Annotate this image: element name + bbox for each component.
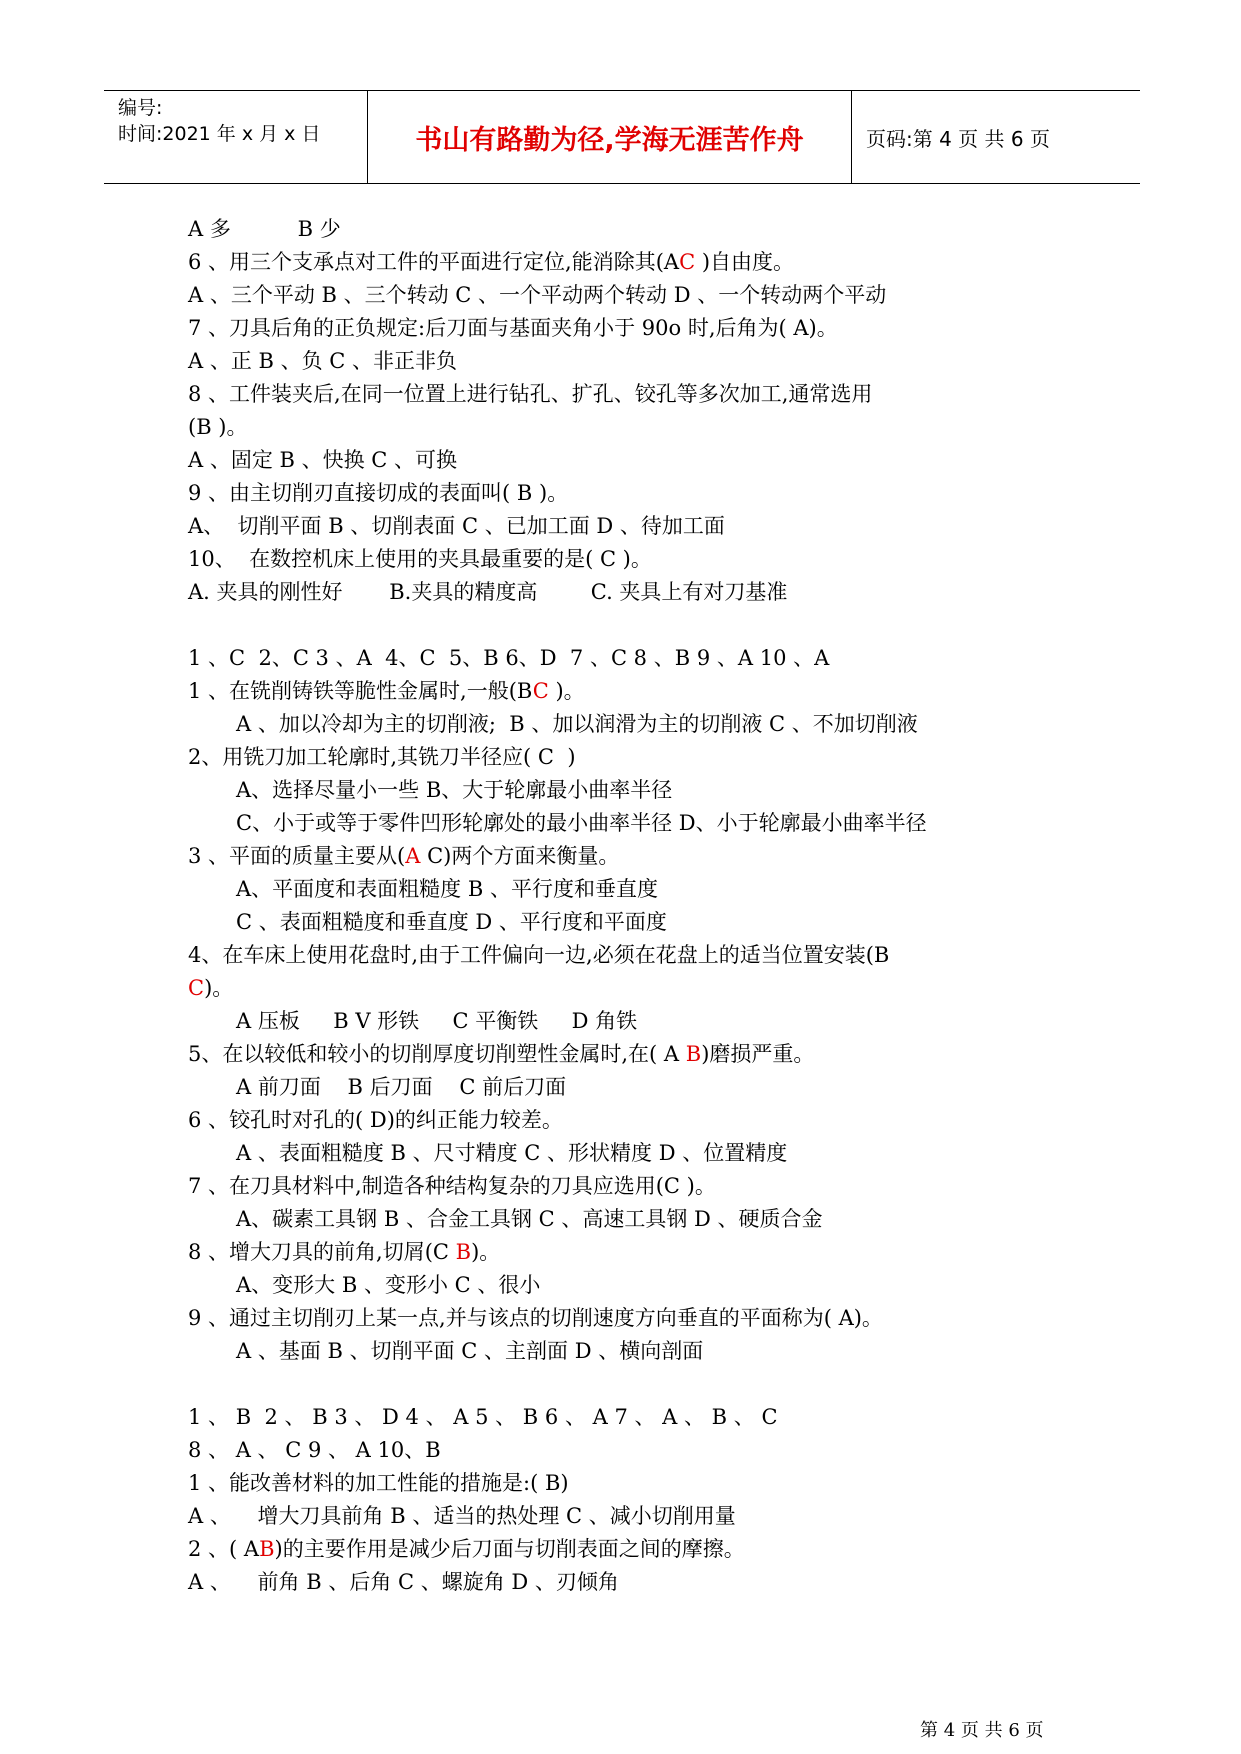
line-text: )磨损严重。 bbox=[701, 1042, 815, 1066]
line-text: )自由度。 bbox=[695, 250, 795, 274]
text-line bbox=[188, 939, 1088, 972]
text-line bbox=[188, 1236, 1088, 1269]
text-line bbox=[188, 972, 1088, 1005]
header-middle-cell bbox=[368, 91, 852, 183]
text-line bbox=[188, 1005, 1088, 1038]
line-text: A、 切削平面 B 、切削表面 C 、已加工面 D 、待加工面 bbox=[188, 514, 725, 538]
line-text: 5、在以较低和较小的切削厚度切削塑性金属时,在( A bbox=[188, 1042, 686, 1066]
text-line bbox=[188, 477, 1088, 510]
text-line bbox=[188, 1170, 1088, 1203]
line-text: 1 、C 2、C 3 、A 4、C 5、B 6、D 7 、C 8 、B 9 、A 10 、A bbox=[188, 646, 830, 670]
text-line bbox=[188, 213, 1088, 246]
text-line bbox=[188, 444, 1088, 477]
text-line bbox=[188, 1533, 1088, 1566]
text-line bbox=[188, 642, 1088, 675]
text-line bbox=[188, 708, 1088, 741]
line-text: A 、三个平动 B 、三个转动 C 、一个平动两个转动 D 、一个转动两个平动 bbox=[188, 283, 887, 307]
text-line bbox=[188, 1434, 1088, 1467]
line-text: A、碳素工具钢 B 、合金工具钢 C 、高速工具钢 D 、硬质合金 bbox=[236, 1207, 823, 1231]
line-text: 1 、能改善材料的加工性能的措施是:( B) bbox=[188, 1471, 569, 1495]
line-text: 2 、( A bbox=[188, 1537, 260, 1561]
page-footer: 第 4 页 共 6 页 bbox=[920, 1720, 1044, 1741]
text-line bbox=[188, 312, 1088, 345]
line-text: 7 、在刀具材料中,制造各种结构复杂的刀具应选用(C )。 bbox=[188, 1174, 716, 1198]
line-text: C、小于或等于零件凹形轮廓处的最小曲率半径 D、小于轮廓最小曲率半径 bbox=[236, 811, 927, 835]
answer-highlight: C bbox=[679, 250, 696, 274]
line-text: A、变形大 B 、变形小 C 、很小 bbox=[236, 1273, 541, 1297]
text-line bbox=[188, 1203, 1088, 1236]
line-text: A、平面度和表面粗糙度 B 、平行度和垂直度 bbox=[236, 877, 658, 901]
text-line bbox=[188, 1038, 1088, 1071]
line-text: 1 、 B 2 、 B 3 、 D 4 、 A 5 、 B 6 、 A 7 、 A 、 B 、 C bbox=[188, 1405, 778, 1429]
text-line bbox=[188, 345, 1088, 378]
line-text: A 、基面 B 、切削平面 C 、主剖面 D 、横向剖面 bbox=[236, 1339, 704, 1363]
text-line bbox=[188, 1302, 1088, 1335]
line-text: (B )。 bbox=[188, 415, 248, 439]
answer-highlight: B bbox=[685, 1042, 702, 1066]
header-left-cell bbox=[104, 91, 368, 183]
line-text: 1 、在铣削铸铁等脆性金属时,一般(B bbox=[188, 679, 533, 703]
line-text: 10、 在数控机床上使用的夹具最重要的是( C )。 bbox=[188, 547, 652, 571]
line-text: C)两个方面来衡量。 bbox=[420, 844, 620, 868]
answer-highlight: B bbox=[259, 1537, 275, 1561]
text-line bbox=[188, 807, 1088, 840]
line-text: A 、 增大刀具前角 B 、适当的热处理 C 、减小切削用量 bbox=[188, 1504, 736, 1528]
line-text: )。 bbox=[204, 976, 234, 1000]
text-line bbox=[188, 774, 1088, 807]
text-line bbox=[188, 1467, 1088, 1500]
text-line bbox=[188, 675, 1088, 708]
page-number-label: 页码:第 4 页 共 6 页 bbox=[866, 126, 1050, 151]
blank-line bbox=[188, 1368, 1088, 1401]
line-text: )。 bbox=[471, 1240, 501, 1264]
line-text: 6 、用三个支承点对工件的平面进行定位,能消除其(A bbox=[188, 250, 680, 274]
text-line bbox=[188, 1071, 1088, 1104]
line-text: A 压板 B V 形铁 C 平衡铁 D 角铁 bbox=[236, 1009, 638, 1033]
line-text: 3 、平面的质量主要从( bbox=[188, 844, 406, 868]
header-right-cell bbox=[852, 91, 1140, 183]
line-text: 7 、刀具后角的正负规定:后刀面与基面夹角小于 90o 时,后角为( A)。 bbox=[188, 316, 838, 340]
text-line bbox=[188, 1566, 1088, 1599]
answer-highlight: C bbox=[532, 679, 549, 703]
document-body bbox=[188, 213, 1088, 1599]
text-line bbox=[188, 246, 1088, 279]
line-text: A 、表面粗糙度 B 、尺寸精度 C 、形状精度 D 、位置精度 bbox=[236, 1141, 788, 1165]
text-line bbox=[188, 1401, 1088, 1434]
line-text: 2、用铣刀加工轮廓时,其铣刀半径应( C ) bbox=[188, 745, 576, 769]
line-text: 8 、 A 、 C 9 、 A 10、B bbox=[188, 1438, 441, 1462]
line-text: 8 、增大刀具的前角,切屑(C bbox=[188, 1240, 456, 1264]
text-line bbox=[188, 510, 1088, 543]
line-text: A 、正 B 、负 C 、非正非负 bbox=[188, 349, 458, 373]
answer-highlight: C bbox=[188, 976, 205, 1000]
line-text: )。 bbox=[548, 679, 585, 703]
text-line bbox=[188, 576, 1088, 609]
serial-number-label: 编号: bbox=[118, 97, 163, 119]
line-text: C 、表面粗糙度和垂直度 D 、平行度和平面度 bbox=[236, 910, 667, 934]
blank-line bbox=[188, 609, 1088, 642]
text-line bbox=[188, 543, 1088, 576]
text-line bbox=[188, 279, 1088, 312]
motto-text: 书山有路勤为径,学海无涯苦作舟 bbox=[415, 124, 804, 156]
line-text: A 多 B 少 bbox=[188, 217, 341, 241]
line-text: 9 、由主切削刃直接切成的表面叫( B )。 bbox=[188, 481, 569, 505]
answer-highlight: B bbox=[455, 1240, 472, 1264]
line-text: A. 夹具的刚性好 B.夹具的精度高 C. 夹具上有对刀基准 bbox=[188, 580, 788, 604]
text-line bbox=[188, 1137, 1088, 1170]
line-text: A 前刀面 B 后刀面 C 前后刀面 bbox=[236, 1075, 567, 1099]
text-line bbox=[188, 873, 1088, 906]
line-text: A、选择尽量小一些 B、大于轮廓最小曲率半径 bbox=[236, 778, 673, 802]
text-line bbox=[188, 906, 1088, 939]
text-line bbox=[188, 1269, 1088, 1302]
line-text: )的主要作用是减少后刀面与切削表面之间的摩擦。 bbox=[274, 1537, 745, 1561]
text-line bbox=[188, 1335, 1088, 1368]
text-line bbox=[188, 411, 1088, 444]
text-line bbox=[188, 1500, 1088, 1533]
line-text: A 、 前角 B 、后角 C 、螺旋角 D 、刃倾角 bbox=[188, 1570, 619, 1594]
text-line bbox=[188, 741, 1088, 774]
line-text: A 、固定 B 、快换 C 、可换 bbox=[188, 448, 458, 472]
line-text: A 、加以冷却为主的切削液; B 、加以润滑为主的切削液 C 、不加切削液 bbox=[236, 712, 918, 736]
date-label: 时间:2021 年 x 月 x 日 bbox=[118, 123, 321, 145]
line-text: 6 、铰孔时对孔的( D)的纠正能力较差。 bbox=[188, 1108, 563, 1132]
page-header bbox=[104, 90, 1140, 184]
line-text: 8 、工件装夹后,在同一位置上进行钻孔、扩孔、铰孔等多次加工,通常选用 bbox=[188, 382, 873, 406]
text-line bbox=[188, 378, 1088, 411]
text-line bbox=[188, 1104, 1088, 1137]
line-text: 4、在车床上使用花盘时,由于工件偏向一边,必须在花盘上的适当位置安装(B bbox=[188, 943, 890, 967]
text-line bbox=[188, 840, 1088, 873]
answer-highlight: A bbox=[405, 844, 421, 868]
line-text: 9 、通过主切削刃上某一点,并与该点的切削速度方向垂直的平面称为( A)。 bbox=[188, 1306, 883, 1330]
